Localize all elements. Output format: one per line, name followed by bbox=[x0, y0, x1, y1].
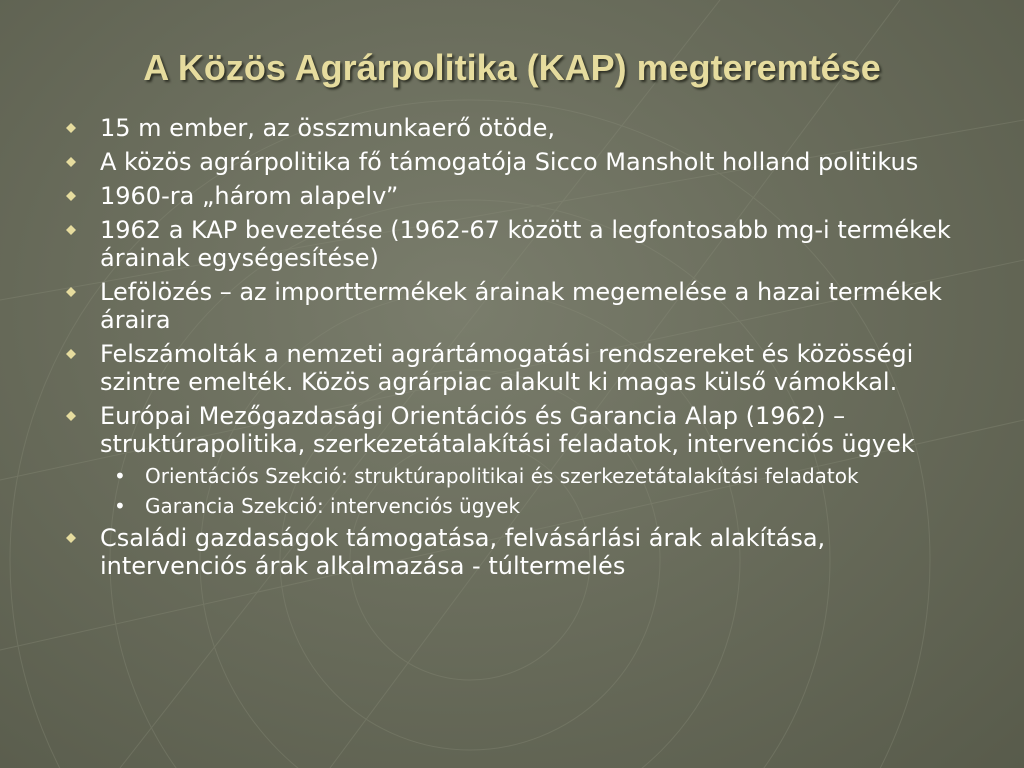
list-item bbox=[62, 402, 972, 458]
diamond-icon bbox=[66, 533, 76, 543]
bullet-text: Európai Mezőgazdasági Orientációs és Garancia Alap (1962) – struktúrapolitika, szerkezetátalakítási feladatok, intervenciós ügyek bbox=[100, 402, 915, 458]
list-item bbox=[62, 216, 972, 272]
diamond-icon bbox=[66, 349, 76, 359]
diamond-icon bbox=[66, 287, 76, 297]
diamond-icon bbox=[66, 225, 76, 235]
bullet-text: 1962 a KAP bevezetése (1962-67 között a legfontosabb mg-i termékek árainak egységesítése) bbox=[100, 216, 951, 272]
list-item bbox=[62, 114, 972, 142]
sub-list-item bbox=[62, 464, 972, 488]
diamond-icon bbox=[66, 191, 76, 201]
bullet-list bbox=[62, 114, 972, 586]
subbullet-text: Orientációs Szekció: struktúrapolitikai és szerkezetátalakítási feladatok bbox=[145, 464, 859, 488]
diamond-icon bbox=[66, 411, 76, 421]
diamond-icon bbox=[66, 123, 76, 133]
list-item bbox=[62, 182, 972, 210]
list-item bbox=[62, 524, 972, 580]
dot-icon: • bbox=[114, 464, 126, 488]
bullet-text: Felszámolták a nemzeti agrártámogatási rendszereket és közösségi szintre emelték. Közös agrárpiac alakult ki magas külső vámokkal. bbox=[100, 340, 914, 396]
bullet-text: A közös agrárpolitika fő támogatója Sicco Mansholt holland politikus bbox=[100, 148, 919, 176]
dot-icon: • bbox=[114, 494, 126, 518]
bullet-text: Családi gazdaságok támogatása, felvásárlási árak alakítása, intervenciós árak alkalmazása - túltermelés bbox=[100, 524, 826, 580]
diamond-icon bbox=[66, 157, 76, 167]
bullet-text: 15 m ember, az összmunkaerő ötöde, bbox=[100, 114, 556, 142]
list-item bbox=[62, 148, 972, 176]
bullet-text: Lefölözés – az importtermékek árainak megemelése a hazai termékek áraira bbox=[100, 278, 942, 334]
bullet-text: 1960-ra „három alapelv” bbox=[100, 182, 399, 210]
list-item bbox=[62, 340, 972, 396]
subbullet-text: Garancia Szekció: intervenciós ügyek bbox=[145, 494, 521, 518]
list-item bbox=[62, 278, 972, 334]
sub-list-item bbox=[62, 494, 972, 518]
slide-title: A Közös Agrárpolitika (KAP) megteremtése bbox=[143, 47, 881, 88]
